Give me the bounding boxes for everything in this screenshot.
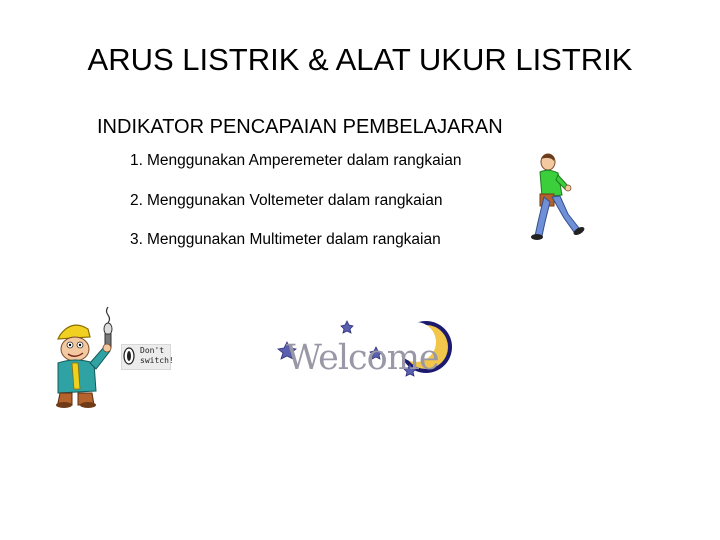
electrician-worker-icon xyxy=(50,305,130,410)
item-number: 1. xyxy=(130,152,143,169)
walking-man-icon xyxy=(530,150,590,242)
item-text: Menggunakan Multimeter dalam rangkaian xyxy=(146,231,441,248)
sign-text xyxy=(140,346,174,366)
indicator-item xyxy=(130,191,443,211)
item-number: 3. xyxy=(130,231,143,248)
sign-line: switch! xyxy=(140,356,174,365)
item-number: 2. xyxy=(130,192,143,209)
item-text: Menggunakan Amperemeter dalam rangkaian xyxy=(146,152,462,169)
welcome-text: Welcome xyxy=(286,338,439,378)
item-text: Menggunakan Voltemeter dalam rangkaian xyxy=(146,192,443,209)
slide-subtitle: INDIKATOR PENCAPAIAN PEMBELAJARAN xyxy=(97,116,503,138)
slide-title: ARUS LISTRIK & ALAT UKUR LISTRIK xyxy=(87,42,633,77)
indicator-item xyxy=(130,230,441,250)
indicator-item xyxy=(130,151,461,171)
sign-line: Don't xyxy=(140,346,165,355)
switch-icon xyxy=(122,346,136,366)
